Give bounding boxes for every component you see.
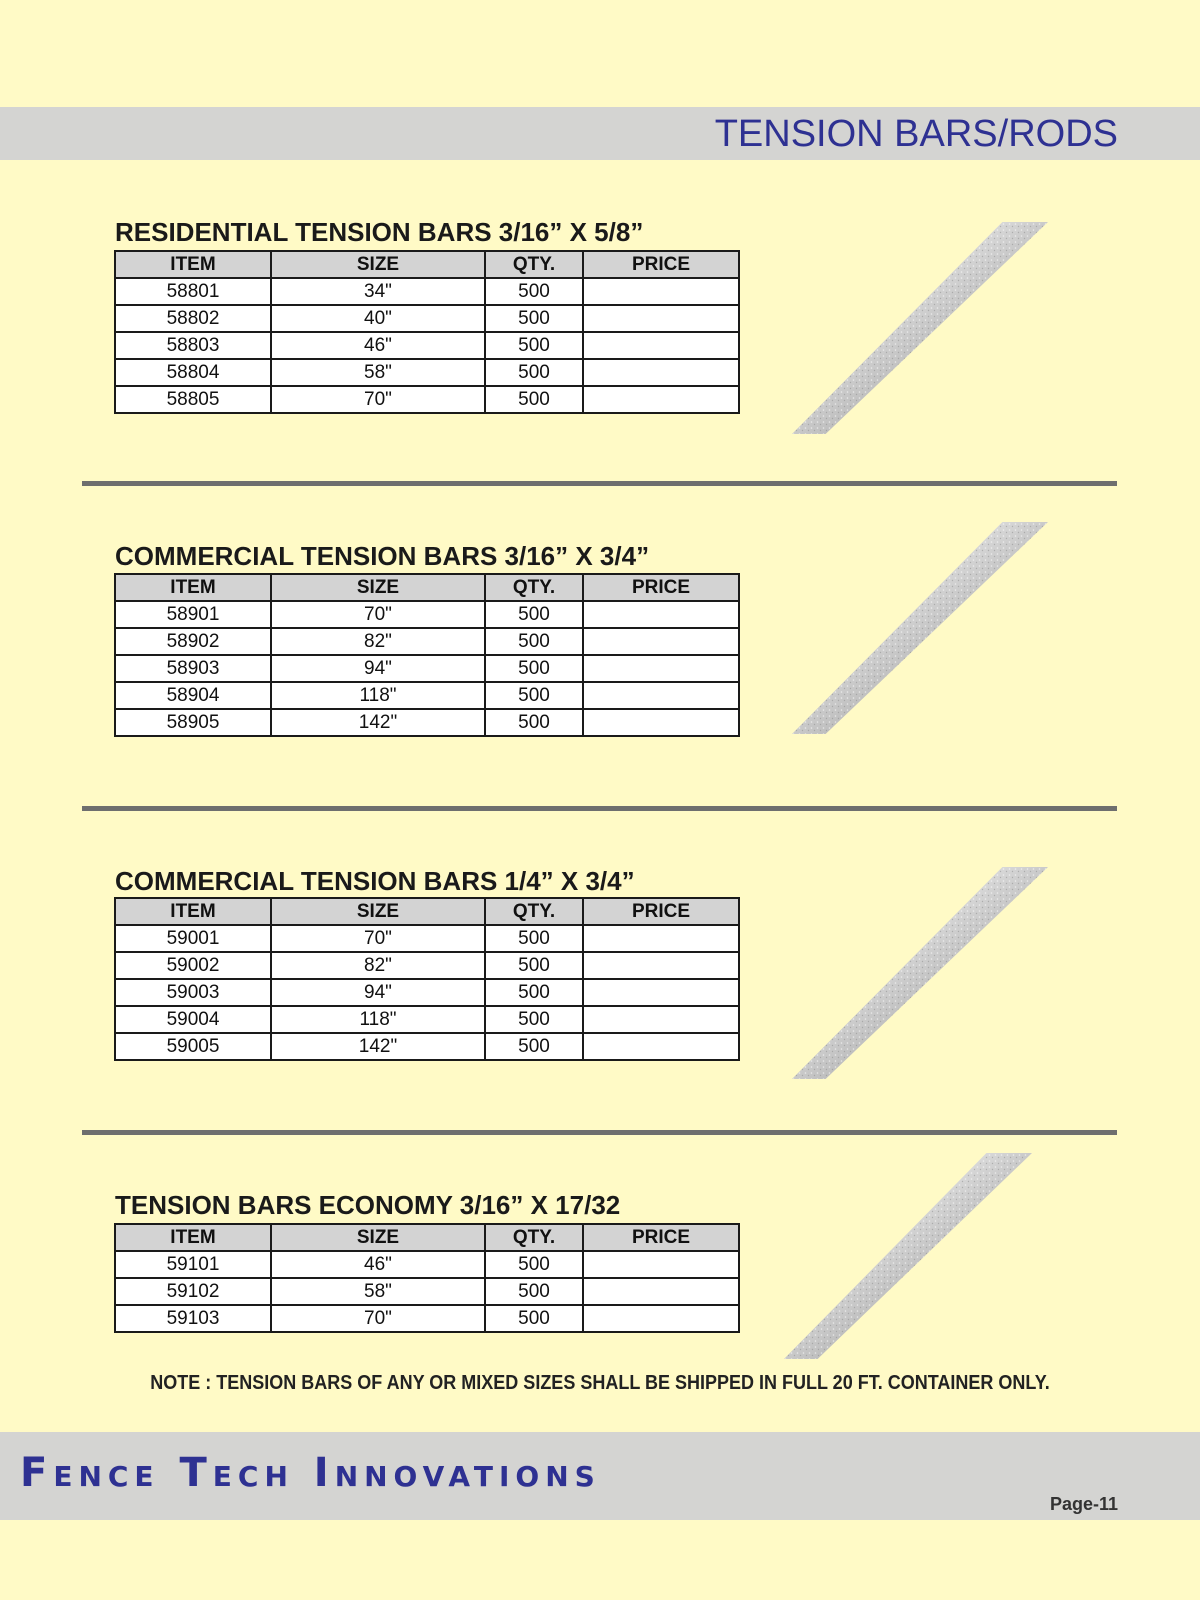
cell-price — [583, 1305, 739, 1332]
cell-price — [583, 979, 739, 1006]
table-row — [115, 709, 739, 736]
price-table — [114, 1223, 740, 1333]
cell-qty: 500 — [485, 305, 583, 332]
cell-price — [583, 359, 739, 386]
cell-size: 118" — [271, 682, 485, 709]
cell-size: 142" — [271, 1033, 485, 1060]
page-number: Page-11 — [1049, 1494, 1118, 1514]
tension-bar-image — [792, 222, 1048, 434]
cell-size: 34" — [271, 278, 485, 305]
section-title: RESIDENTIAL TENSION BARS 3/16” X 5/8” — [115, 217, 644, 247]
cell-qty: 500 — [485, 1033, 583, 1060]
brand-name: Fence Tech Innovations — [20, 1450, 601, 1496]
cell-size: 142" — [271, 709, 485, 736]
cell-item: 59004 — [115, 1006, 271, 1033]
column-header-size: SIZE — [271, 574, 485, 601]
column-header-price: PRICE — [583, 251, 739, 278]
cell-qty: 500 — [485, 601, 583, 628]
table-header-row — [115, 1224, 739, 1251]
cell-item: 58903 — [115, 655, 271, 682]
column-header-item: ITEM — [115, 574, 271, 601]
cell-size: 40" — [271, 305, 485, 332]
cell-item: 58902 — [115, 628, 271, 655]
tension-bar-image — [792, 867, 1048, 1079]
table-row — [115, 655, 739, 682]
cell-item: 58901 — [115, 601, 271, 628]
cell-price — [583, 925, 739, 952]
table-row — [115, 1251, 739, 1278]
cell-item: 59103 — [115, 1305, 271, 1332]
cell-size: 58" — [271, 359, 485, 386]
column-header-item: ITEM — [115, 251, 271, 278]
section-title: TENSION BARS ECONOMY 3/16” X 17/32 — [115, 1190, 621, 1220]
column-header-size: SIZE — [271, 251, 485, 278]
section-title: COMMERCIAL TENSION BARS 3/16” X 3/4” — [115, 541, 650, 571]
column-header-price: PRICE — [583, 1224, 739, 1251]
bar-texture — [792, 522, 1048, 734]
cell-item: 59005 — [115, 1033, 271, 1060]
table-row — [115, 628, 739, 655]
cell-size: 82" — [271, 628, 485, 655]
cell-qty: 500 — [485, 1305, 583, 1332]
cell-item: 58802 — [115, 305, 271, 332]
cell-item: 58803 — [115, 332, 271, 359]
cell-item: 58804 — [115, 359, 271, 386]
cell-qty: 500 — [485, 952, 583, 979]
cell-qty: 500 — [485, 1251, 583, 1278]
cell-price — [583, 1033, 739, 1060]
cell-qty: 500 — [485, 682, 583, 709]
column-header-qty: QTY. — [485, 1224, 583, 1251]
cell-price — [583, 305, 739, 332]
cell-qty: 500 — [485, 386, 583, 413]
table-row — [115, 386, 739, 413]
cell-size: 58" — [271, 1278, 485, 1305]
footer-band — [0, 1432, 1200, 1520]
section-divider — [82, 806, 1117, 811]
cell-item: 59101 — [115, 1251, 271, 1278]
cell-size: 118" — [271, 1006, 485, 1033]
cell-qty: 500 — [485, 1006, 583, 1033]
cell-price — [583, 709, 739, 736]
section-divider — [82, 1130, 1117, 1135]
cell-qty: 500 — [485, 1278, 583, 1305]
cell-size: 70" — [271, 1305, 485, 1332]
cell-qty: 500 — [485, 925, 583, 952]
bar-texture — [784, 1153, 1032, 1359]
table-row — [115, 1033, 739, 1060]
cell-price — [583, 386, 739, 413]
cell-item: 59002 — [115, 952, 271, 979]
cell-item: 58905 — [115, 709, 271, 736]
cell-size: 46" — [271, 1251, 485, 1278]
column-header-qty: QTY. — [485, 574, 583, 601]
cell-qty: 500 — [485, 332, 583, 359]
cell-price — [583, 1251, 739, 1278]
table-row — [115, 601, 739, 628]
table-row — [115, 682, 739, 709]
table-row — [115, 1006, 739, 1033]
cell-qty: 500 — [485, 359, 583, 386]
page-title: TENSION BARS/RODS — [714, 113, 1118, 155]
cell-size: 70" — [271, 925, 485, 952]
column-header-qty: QTY. — [485, 898, 583, 925]
table-row — [115, 1305, 739, 1332]
table-row — [115, 952, 739, 979]
cell-price — [583, 628, 739, 655]
cell-price — [583, 655, 739, 682]
cell-qty: 500 — [485, 979, 583, 1006]
table-header-row — [115, 574, 739, 601]
cell-item: 58805 — [115, 386, 271, 413]
shipping-note: NOTE : TENSION BARS OF ANY OR MIXED SIZES SHALL BE SHIPPED IN FULL 20 FT. CONTAINER ONLY. — [150, 1372, 1050, 1394]
column-header-qty: QTY. — [485, 251, 583, 278]
cell-size: 94" — [271, 655, 485, 682]
cell-price — [583, 601, 739, 628]
column-header-price: PRICE — [583, 898, 739, 925]
table-row — [115, 979, 739, 1006]
cell-price — [583, 1006, 739, 1033]
table-row — [115, 1278, 739, 1305]
cell-size: 46" — [271, 332, 485, 359]
table-row — [115, 359, 739, 386]
tension-bar-image — [784, 1153, 1032, 1359]
cell-item: 58904 — [115, 682, 271, 709]
table-header-row — [115, 898, 739, 925]
cell-size: 82" — [271, 952, 485, 979]
table-row — [115, 925, 739, 952]
cell-qty: 500 — [485, 628, 583, 655]
cell-size: 70" — [271, 386, 485, 413]
column-header-size: SIZE — [271, 898, 485, 925]
bar-texture — [792, 867, 1048, 1079]
column-header-size: SIZE — [271, 1224, 485, 1251]
cell-item: 59001 — [115, 925, 271, 952]
cell-item: 59003 — [115, 979, 271, 1006]
cell-qty: 500 — [485, 278, 583, 305]
price-table — [114, 250, 740, 414]
header-band — [0, 107, 1200, 160]
section-title: COMMERCIAL TENSION BARS 1/4” X 3/4” — [115, 866, 635, 896]
cell-size: 94" — [271, 979, 485, 1006]
table-row — [115, 278, 739, 305]
cell-qty: 500 — [485, 709, 583, 736]
cell-price — [583, 332, 739, 359]
table-header-row — [115, 251, 739, 278]
cell-size: 70" — [271, 601, 485, 628]
column-header-item: ITEM — [115, 898, 271, 925]
column-header-item: ITEM — [115, 1224, 271, 1251]
cell-price — [583, 682, 739, 709]
price-table — [114, 573, 740, 737]
section-divider — [82, 481, 1117, 486]
cell-price — [583, 1278, 739, 1305]
column-header-price: PRICE — [583, 574, 739, 601]
cell-item: 58801 — [115, 278, 271, 305]
cell-price — [583, 278, 739, 305]
cell-qty: 500 — [485, 655, 583, 682]
bar-texture — [792, 222, 1048, 434]
table-row — [115, 305, 739, 332]
cell-item: 59102 — [115, 1278, 271, 1305]
price-table — [114, 897, 740, 1061]
cell-price — [583, 952, 739, 979]
table-row — [115, 332, 739, 359]
tension-bar-image — [792, 522, 1048, 734]
